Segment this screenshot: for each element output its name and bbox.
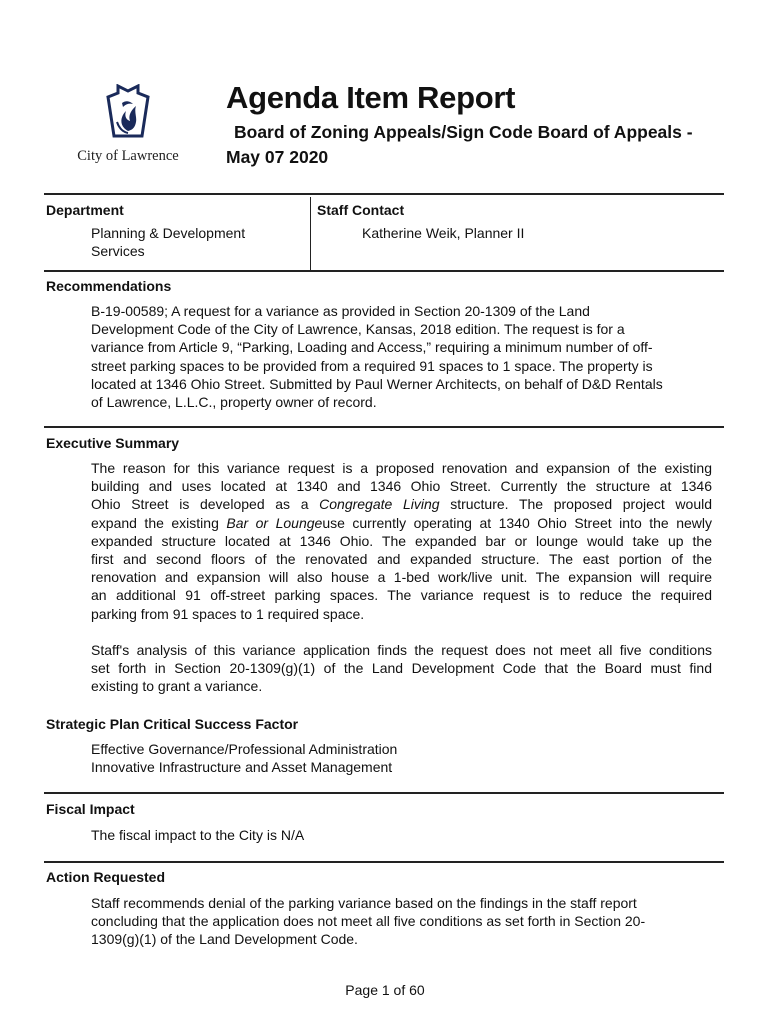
text-line: expand the existing Bar or Loungeuse currently operating at 1340 Ohio Street into the newly [91,514,712,531]
text-line: B-19-00589; A request for a variance as provided in Section 20-1309 of the Land [91,303,590,319]
text-line: Staff's analysis of this variance application finds the request does not meet all five conditions [91,641,712,658]
text-line: variance from Article 9, “Parking, Loading and Access,” requiring a minimum number of off- [91,339,653,356]
text-line: expanded structure located at 1346 Ohio. The expanded bar or lounge would take up the [91,532,712,549]
executive-summary-text [91,459,712,695]
text-line: concluding that the application does not meet all five conditions as set forth in Section 20- [91,913,646,930]
staff-contact-value: Katherine Weik, Planner II [362,225,525,241]
page-subtitle: Board of Zoning Appeals/Sign Code Board of Appeals - May 07 2020 [226,122,693,167]
executive-summary-label: Executive Summary [46,435,180,451]
text-line: building and uses located at 1340 and 1346 Ohio Street. Currently the structure at 1346 [91,478,712,495]
city-logo [72,84,184,172]
fiscal-impact-label: Fiscal Impact [46,801,135,817]
text-line: located at 1346 Ohio Street. Submitted by Paul Werner Architects, on behalf of D&D Rentals [91,375,663,392]
divider-rule [44,270,724,272]
department-value [91,224,245,260]
divider-rule [44,193,724,195]
text-line: an additional 91 off-street parking spaces. The variance request is to reduce the required [91,587,712,604]
text-line: first and second floors of the renovated and expanded structure. The east portion of the [91,550,712,567]
strategic-plan-label: Strategic Plan Critical Success Factor [46,716,299,732]
list-item: Innovative Infrastructure and Asset Management [91,759,393,776]
recommendations-label: Recommendations [46,278,172,294]
text-line: renovation and expansion will also house a 1-bed work/live unit. The expansion will require [91,569,712,586]
column-divider [310,197,311,271]
recommendations-text [91,302,721,411]
text-line: street parking spaces to be provided from a required 91 spaces to 1 space. The property is [91,357,653,374]
staff-contact-label: Staff Contact [317,202,405,218]
action-requested-text [91,894,721,949]
executive-summary-paragraph-2 [91,641,712,696]
text-line: parking from 91 spaces to 1 required space. [91,605,365,622]
page-number: Page 1 of 60 [345,982,425,998]
list-item: Effective Governance/Professional Administration [91,741,398,757]
keystone-flame-icon [105,84,151,142]
text-line: of Lawrence, L.L.C., property owner of record. [91,394,377,411]
department-line: Services [91,243,145,260]
page-title: Agenda Item Report [226,80,516,115]
text-line: The reason for this variance request is a proposed renovation and expansion of the existing [91,460,712,476]
text-line: Development Code of the City of Lawrence, Kansas, 2018 edition. The request is for a [91,321,625,338]
department-line: Planning & Development [91,225,246,241]
text-line: existing to grant a variance. [91,678,263,695]
text-line: Ohio Street is developed as a Congregate Living structure. The proposed project would [91,496,713,513]
divider-rule [44,426,724,428]
divider-rule [44,861,724,863]
fiscal-impact-text: The fiscal impact to the City is N/A [91,827,305,843]
text-line: 1309(g)(1) of the Land Development Code. [91,931,358,948]
text-line: set forth in Section 20-1309(g)(1) of the Land Development Code that the Board must find [91,659,712,676]
text-line: Staff recommends denial of the parking variance based on the findings in the staff report [91,895,637,911]
action-requested-label: Action Requested [46,869,166,885]
logo-caption: City of Lawrence [77,148,179,164]
department-label: Department [46,202,124,218]
strategic-plan-list [91,740,397,776]
divider-rule [44,792,724,794]
